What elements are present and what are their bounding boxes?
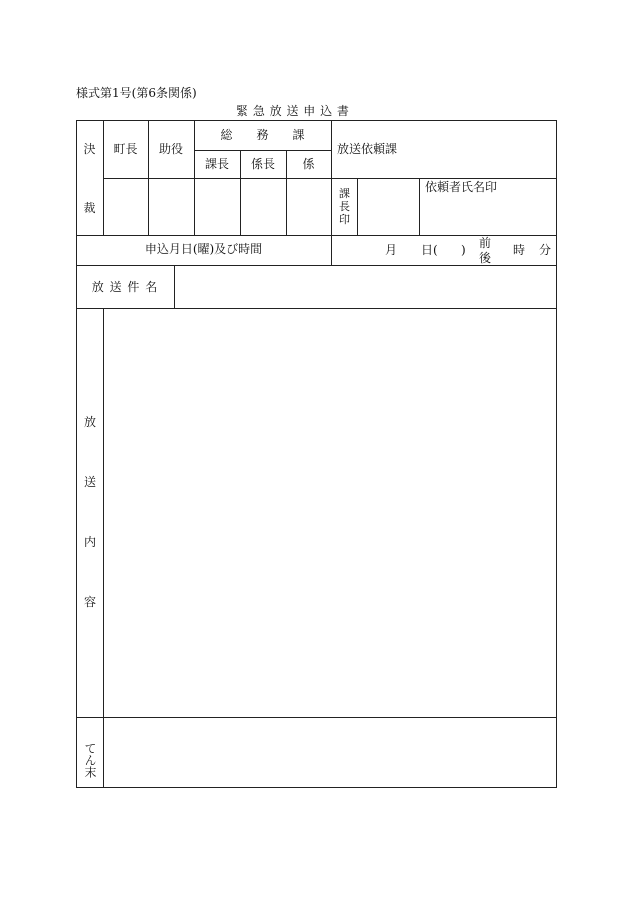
form-number: 様式第1号(第6条関係) [76, 86, 197, 100]
form-title: 緊 急 放 送 申 込 書 [236, 104, 350, 118]
hour-unit: 時 [513, 243, 526, 257]
staff-label: 係 [302, 157, 315, 171]
content-label-char-3: 内 [83, 535, 96, 549]
pm-label: 後 [479, 251, 492, 265]
staff-stamp-cell[interactable] [287, 179, 331, 235]
month-unit: 月 [385, 243, 398, 257]
town-head-label: 町長 [113, 142, 138, 156]
town-head-stamp-cell[interactable] [104, 179, 148, 235]
dept-chief-seal-cell[interactable] [358, 179, 419, 235]
day-unit: 日( [421, 243, 438, 257]
approval-label-bottom: 裁 [83, 201, 96, 215]
subsection-chief-label: 係長 [250, 157, 275, 171]
broadcast-item-field[interactable] [175, 266, 556, 308]
general-affairs-label: 総 務 課 [220, 128, 305, 142]
content-label-char-2: 送 [83, 475, 96, 489]
application-date-label: 申込月日(曜)及び時間 [144, 242, 263, 256]
content-label-char-4: 容 [83, 595, 96, 609]
broadcast-content-field[interactable] [104, 309, 556, 717]
dept-chief-seal-label: 課 長 印 [339, 187, 350, 226]
notes-label: てん末 [83, 742, 97, 778]
section-chief-label: 課長 [204, 157, 229, 171]
broadcast-item-label: 放 送 件 名 [91, 280, 159, 294]
requester-seal-label: 依頼者氏名印 [425, 180, 498, 194]
deputy-label: 助役 [158, 142, 183, 156]
subsection-chief-stamp-cell[interactable] [241, 179, 286, 235]
weekday-close-paren: ) [461, 243, 466, 257]
approval-label-top: 決 [83, 142, 96, 156]
content-label-char-1: 放 [83, 415, 96, 429]
notes-field[interactable] [104, 718, 556, 787]
deputy-stamp-cell[interactable] [149, 179, 194, 235]
minute-unit: 分 [539, 243, 552, 257]
section-chief-stamp-cell[interactable] [195, 179, 240, 235]
request-dept-label: 放送依頼課 [337, 142, 398, 156]
am-label: 前 [479, 236, 492, 250]
